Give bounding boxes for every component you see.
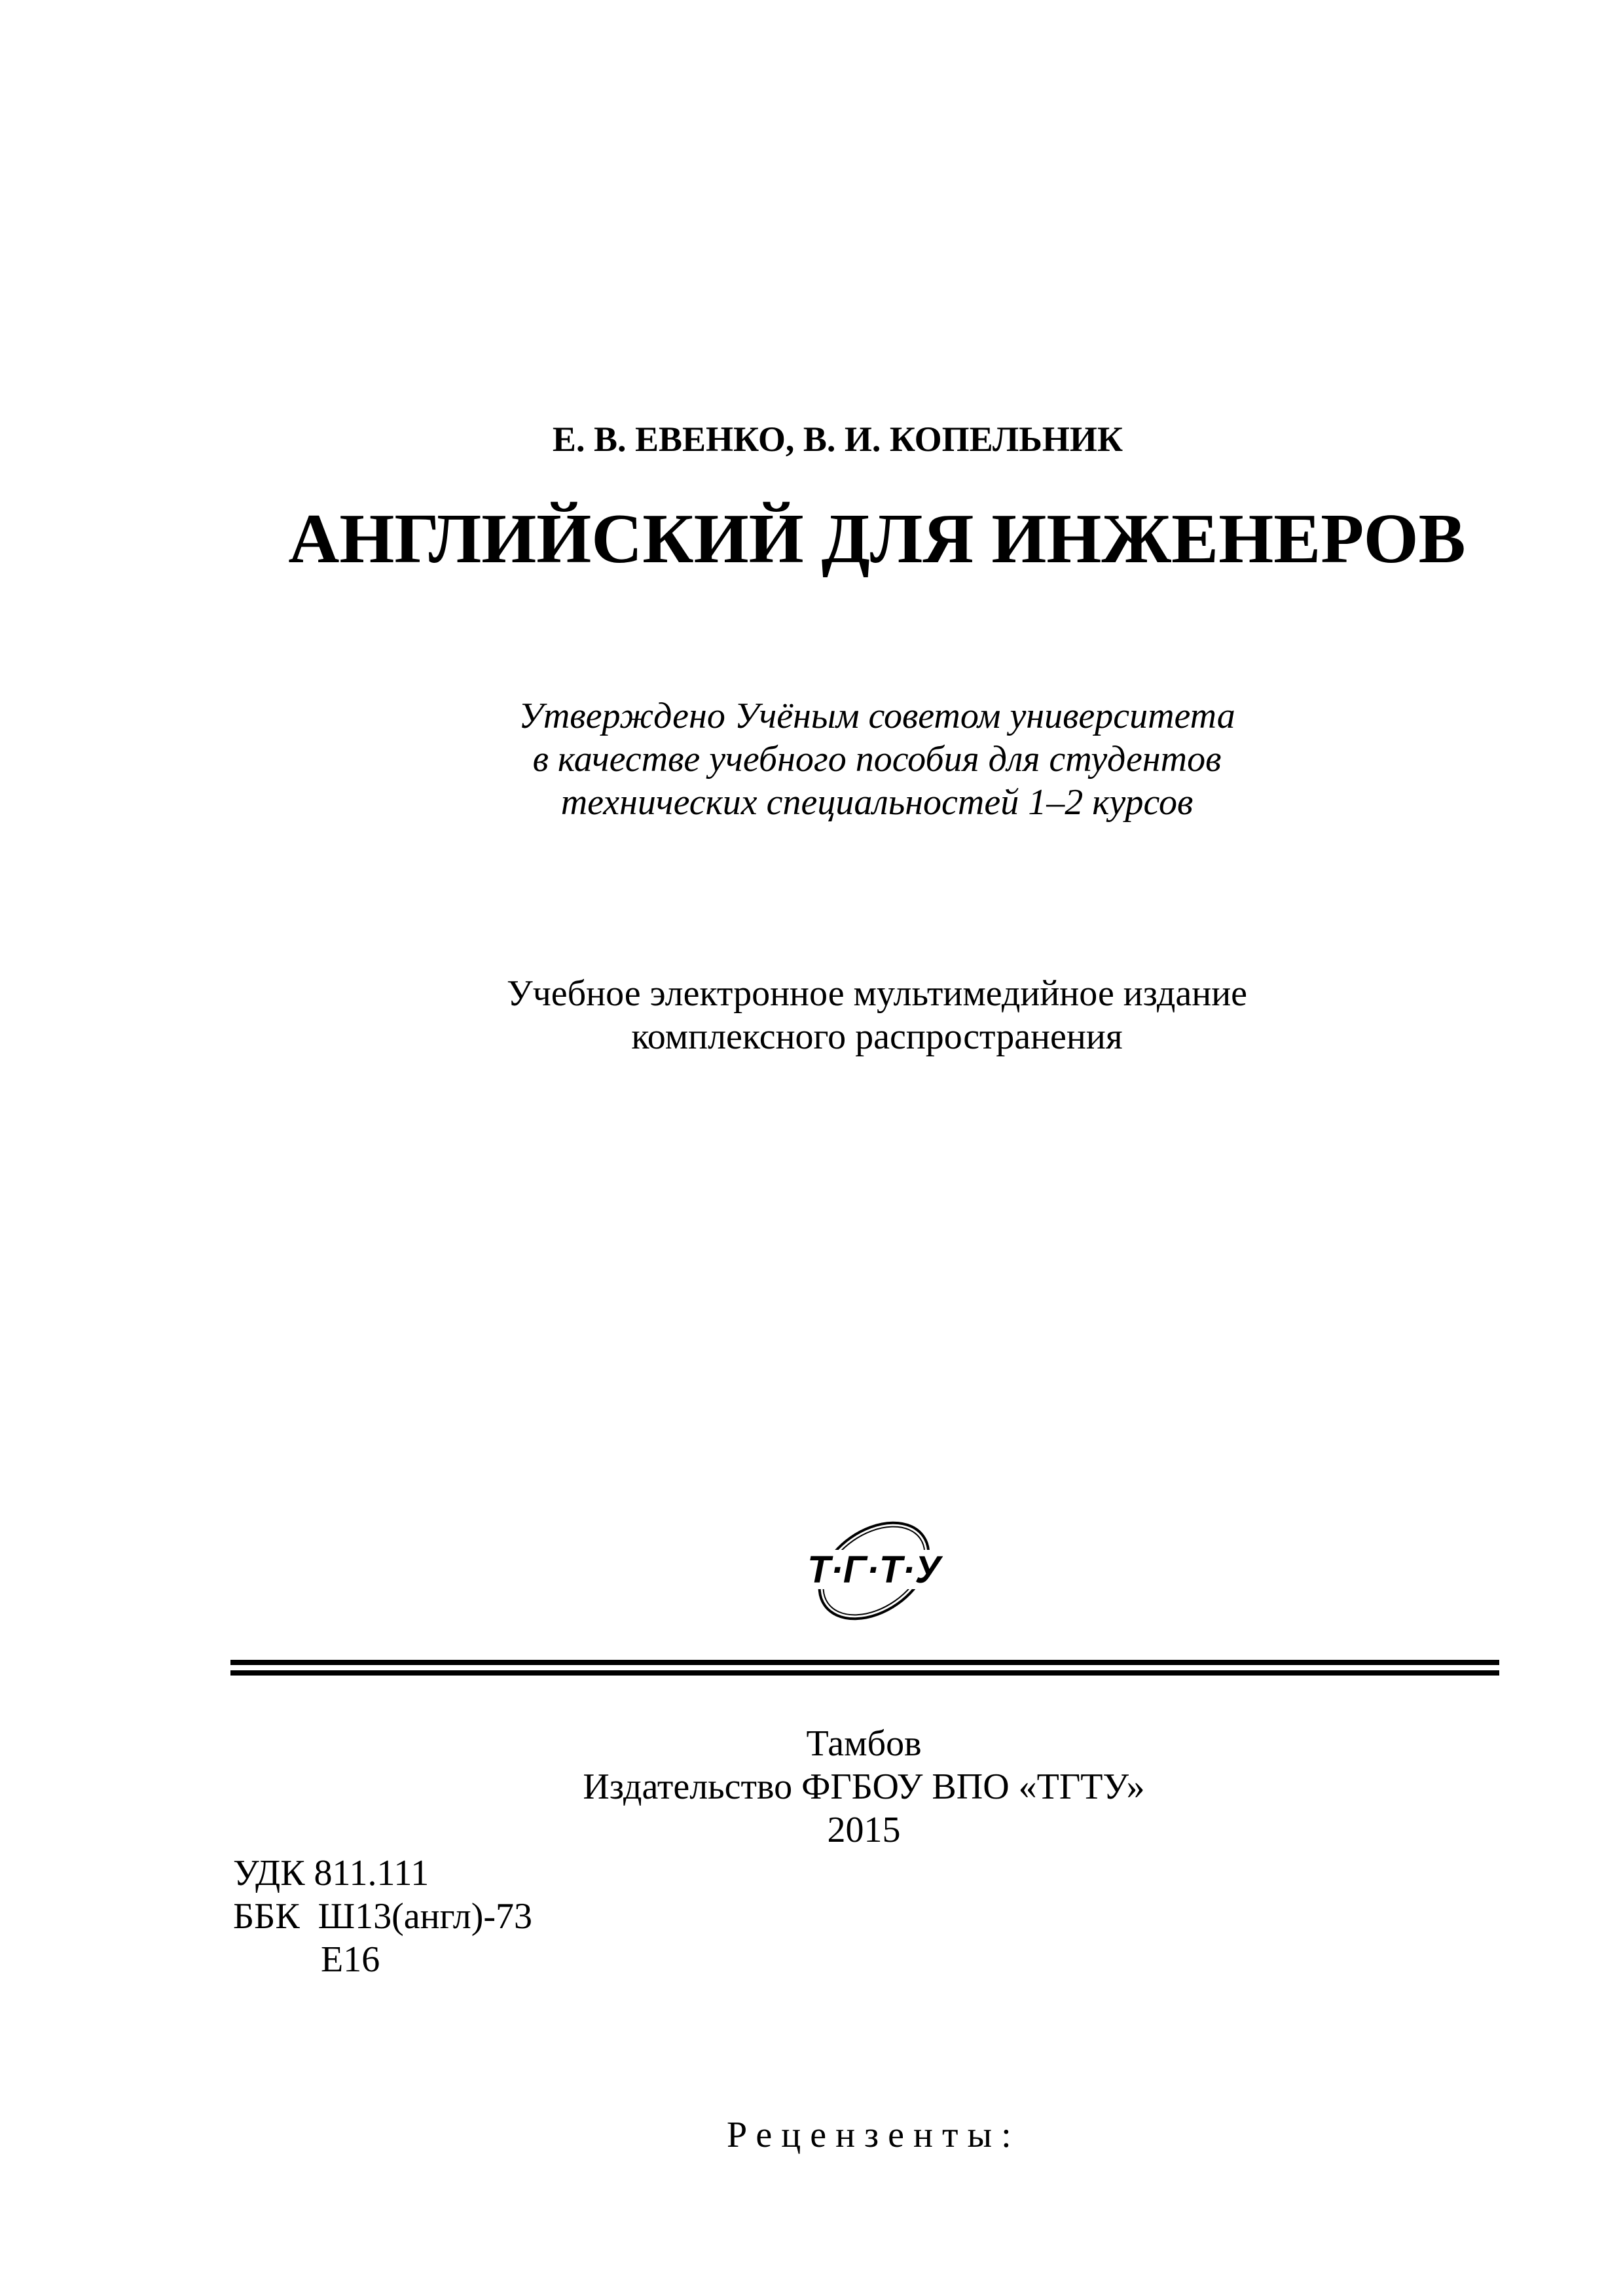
imprint-publisher: Издательство ФГБОУ ВПО «ТГТУ» [583, 1767, 1145, 1807]
bbk-code: ББК Ш13(англ)-73 [233, 1896, 532, 1937]
logo-text: Т·Г·Т·У [807, 1549, 941, 1591]
approval-line-1: Утверждено Учёным советом университета [519, 696, 1235, 736]
double-rule [230, 1660, 1499, 1679]
authors: Е. В. ЕВЕНКО, В. И. КОПЕЛЬНИК [552, 420, 1123, 459]
udk-code: УДК 811.111 [233, 1853, 429, 1893]
approval-line-2: в качестве учебного пособия для студентов [532, 739, 1222, 780]
author-mark: Е16 [321, 1939, 380, 1980]
tgtu-logo-icon [789, 1505, 959, 1636]
imprint-year: 2015 [827, 1810, 901, 1850]
approval-line-3: технических специальностей 1–2 курсов [560, 782, 1194, 823]
edition-line-2: комплексного распространения [631, 1016, 1123, 1057]
edition-line-1: Учебное электронное мультимедийное издание [506, 973, 1248, 1014]
imprint-city: Тамбов [806, 1723, 922, 1764]
book-title: АНГЛИЙСКИЙ ДЛЯ ИНЖЕНЕРОВ [288, 500, 1466, 578]
reviewers-heading: Рецензенты: [727, 2115, 1021, 2155]
